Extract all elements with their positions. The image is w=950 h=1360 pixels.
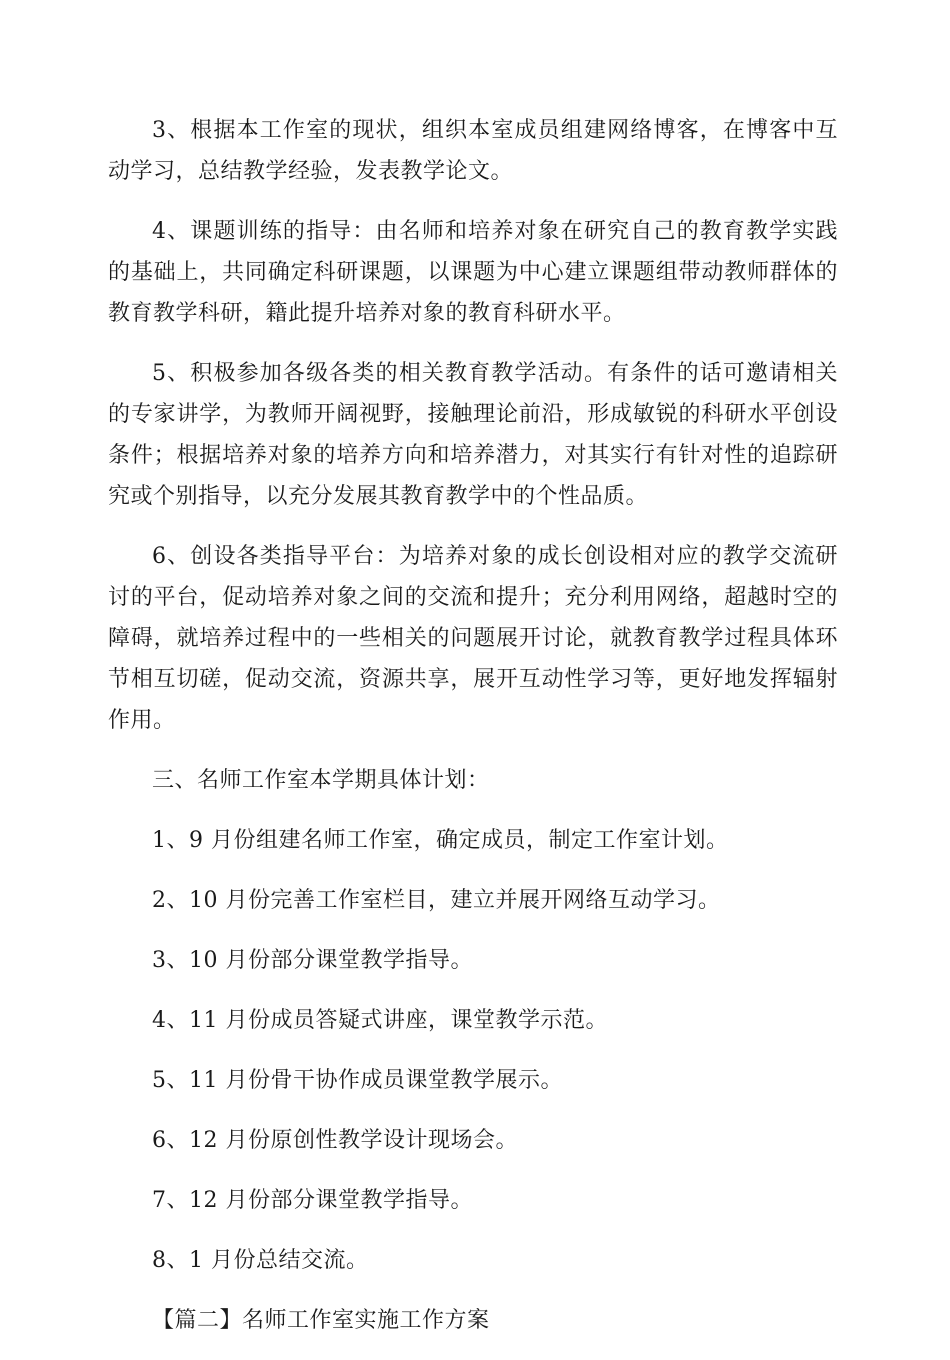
plan-item-8: 8、1 月份总结交流。 bbox=[152, 1248, 369, 1273]
plan-item-6: 6、12 月份原创性教学设计现场会。 bbox=[152, 1128, 518, 1153]
section-heading-plan: 三、名师工作室本学期具体计划： bbox=[152, 768, 490, 793]
paragraph-item-3: 3、根据本工作室的现状，组织本室成员组建网络博客，在博客中互动学习，总结教学经验，发表教学论文。 bbox=[108, 118, 838, 184]
plan-item-4: 4、11 月份成员答疑式讲座，课堂教学示范。 bbox=[152, 1008, 608, 1033]
paragraph-item-6: 6、创设各类指导平台：为培养对象的成长创设相对应的教学交流研讨的平台，促动培养对象之间的交流和提升；充分利用网络，超越时空的障碍，就培养过程中的一些相关的问题展开讨论，就教育教学过程具体环节相互切磋，促动交流，资源共享，展开互动性学习等，更好地发挥辐射作用。 bbox=[108, 544, 838, 733]
chapter-heading-part-two: 【篇二】名师工作室实施工作方案 bbox=[152, 1308, 490, 1333]
document-body bbox=[108, 110, 838, 1360]
plan-item-2: 2、10 月份完善工作室栏目，建立并展开网络互动学习。 bbox=[152, 888, 721, 913]
plan-item-5: 5、11 月份骨干协作成员课堂教学展示。 bbox=[152, 1068, 563, 1093]
paragraph-item-5: 5、积极参加各级各类的相关教育教学活动。有条件的话可邀请相关的专家讲学，为教师开阔视野，接触理论前沿，形成敏锐的科研水平创设条件；根据培养对象的培养方向和培养潜力，对其实行有针对性的追踪研究或个别指导，以充分发展其教育教学中的个性品质。 bbox=[108, 361, 838, 509]
plan-item-1: 1、9 月份组建名师工作室，确定成员，制定工作室计划。 bbox=[152, 828, 729, 853]
paragraph-item-4: 4、课题训练的指导：由名师和培养对象在研究自己的教育教学实践的基础上，共同确定科研课题，以课题为中心建立课题组带动教师群体的教育教学科研，籍此提升培养对象的教育科研水平。 bbox=[108, 219, 838, 326]
plan-item-7: 7、12 月份部分课堂教学指导。 bbox=[152, 1188, 473, 1213]
plan-item-3: 3、10 月份部分课堂教学指导。 bbox=[152, 948, 473, 973]
